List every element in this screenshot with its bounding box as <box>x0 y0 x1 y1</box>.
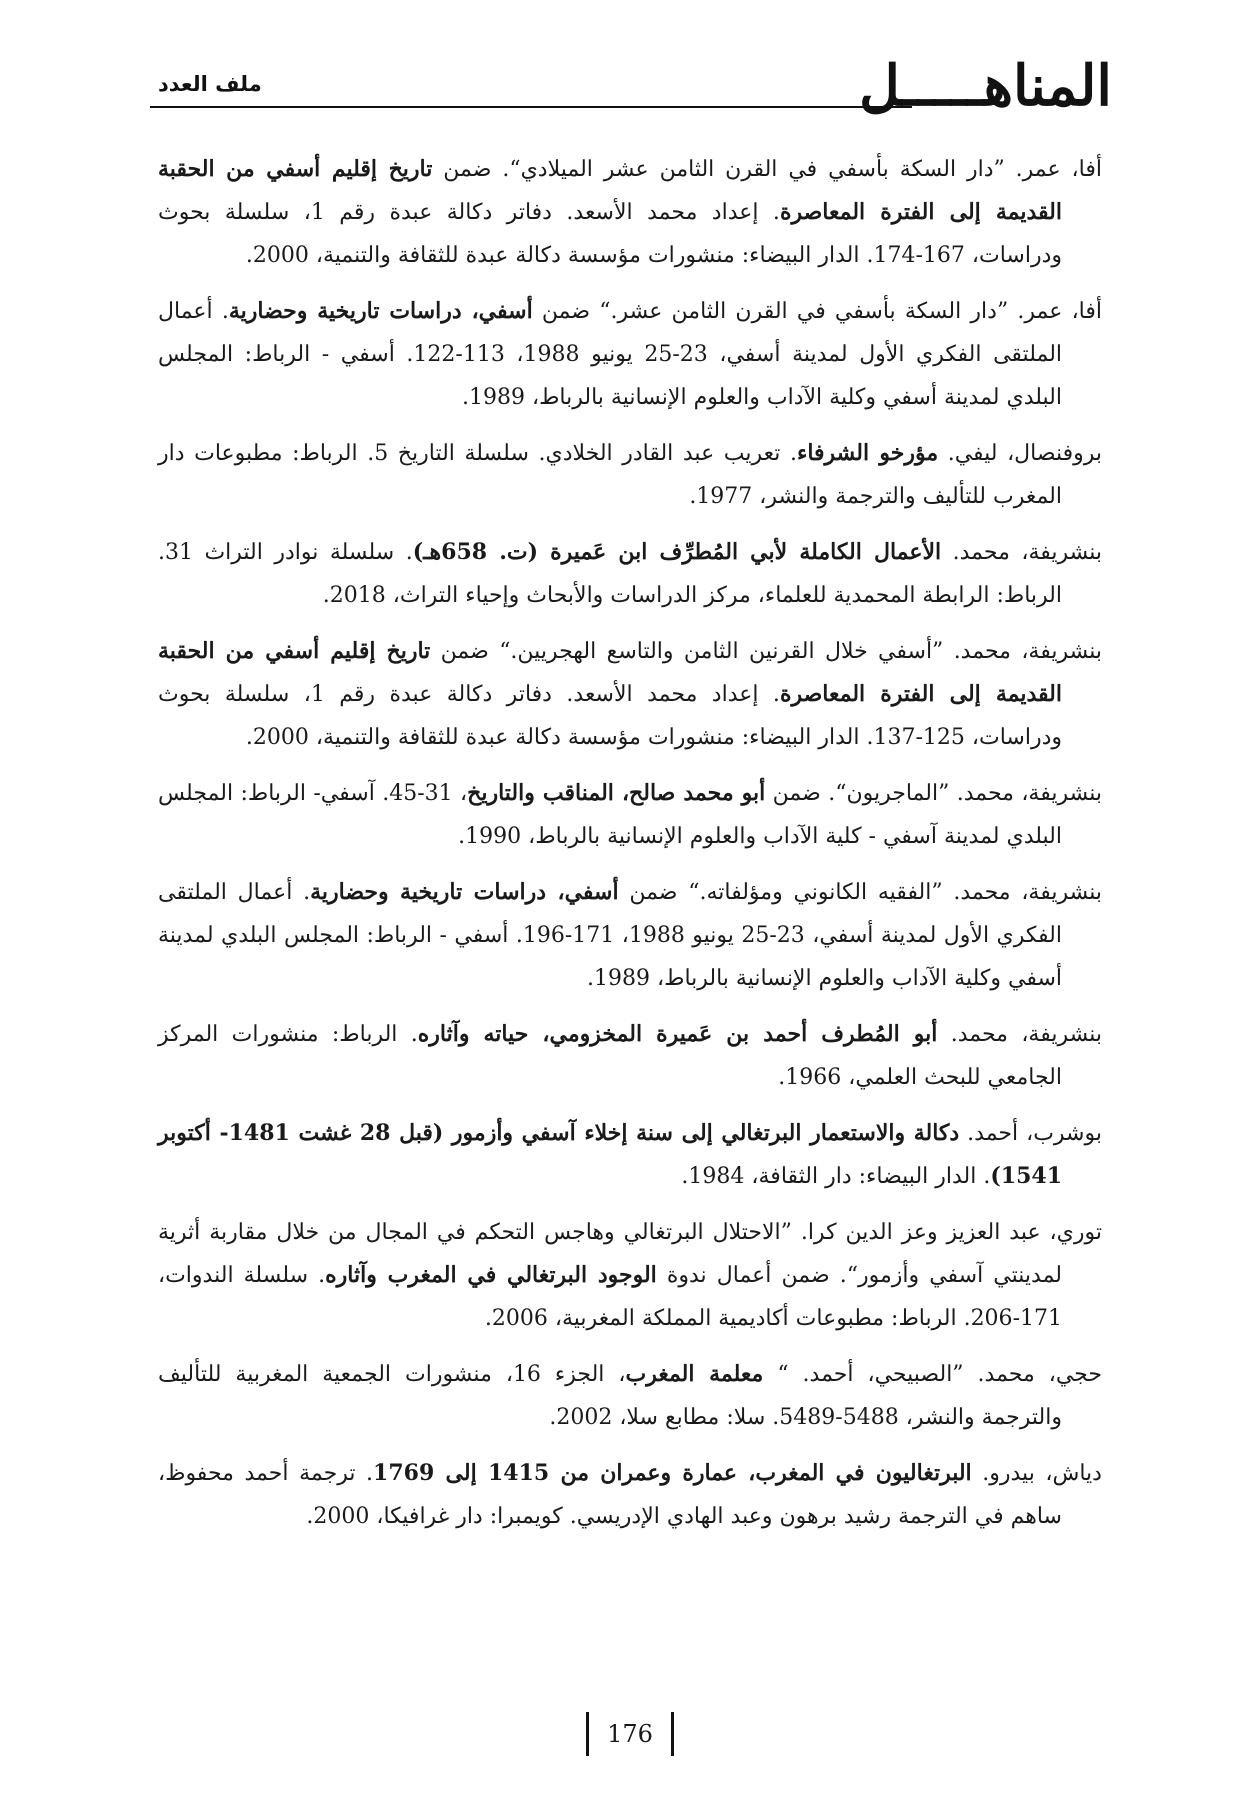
reference-text: . ترجمة أحمد محفوظ، ساهم في الترجمة رشيد برهون وعبد الهادي الإدريسي. كويمبرا: دار غرافيكا، 2000. <box>158 1461 1062 1529</box>
reference-text: بنشريفة، محمد. ”الفقيه الكانوني ومؤلفاته.“ ضمن <box>618 880 1103 905</box>
reference-entry <box>158 1452 1102 1538</box>
reference-title: تاريخ إقليم أسفي من الحقبة القديمة إلى الفترة المعاصرة <box>158 156 1062 225</box>
reference-text: أفا، عمر. ”دار السكة بأسفي في القرن الثامن عشر الميلادي“. ضمن <box>432 157 1102 182</box>
reference-text: توري، عبد العزيز وعز الدين كرا. ”الاحتلال البرتغالي وهاجس التحكم في المجال من خلال مقاربة أثرية لمدينتي آسفي وأزمور“. ضمن أعمال ندوة <box>158 1220 1102 1288</box>
reference-text: بنشريفة، محمد. ”أسفي خلال القرنين الثامن والتاسع الهجريين.“ ضمن <box>430 639 1102 664</box>
reference-title: معلمة المغرب <box>625 1361 764 1387</box>
reference-text: . تعريب عبد القادر الخلادي. سلسلة التاريخ 5. الرباط: مطبوعات دار المغرب للتأليف والترجمة والنشر، 1977. <box>158 441 1062 509</box>
reference-title: تاريخ إقليم أسفي من الحقبة القديمة إلى الفترة المعاصرة <box>158 638 1062 707</box>
reference-text: . أعمال الملتقى الفكري الأول لمدينة أسفي، 23-25 يونيو 1988، 171-196. أسفي - الرباط: المجلس البلدي لمدينة أسفي وكلية الآداب والعلوم الإنسانية بالرباط، 1989. <box>158 880 1062 991</box>
page-number-box <box>586 1712 674 1756</box>
reference-title: أبو المُطرف أحمد بن عَميرة المخزومي، حياته وآثاره <box>417 1021 938 1047</box>
references-list <box>158 148 1102 1551</box>
reference-title: أسفي، دراسات تاريخية وحضارية <box>310 879 619 905</box>
reference-title: أبو محمد صالح، المناقب والتاريخ <box>467 780 766 806</box>
reference-text: أفا، عمر. ”دار السكة بأسفي في القرن الثامن عشر.“ ضمن <box>532 299 1103 324</box>
reference-text: بنشريفة، محمد. ”الماجريون“. ضمن <box>765 781 1102 806</box>
page-footer <box>0 1712 1260 1756</box>
reference-entry <box>158 290 1102 419</box>
reference-entry <box>158 630 1102 759</box>
reference-entry <box>158 531 1102 617</box>
reference-text: بوشرب، أحمد. <box>959 1121 1102 1146</box>
reference-text: بروفنصال، ليفي. <box>938 441 1102 466</box>
reference-text: دياش، بيدرو. <box>971 1461 1102 1486</box>
reference-title: مؤرخو الشرفاء <box>796 440 939 466</box>
reference-text: . إعداد محمد الأسعد. دفاتر دكالة عبدة رقم 1، سلسلة بحوث ودراسات، 125-137. الدار البيضاء: منشورات مؤسسة دكالة عبدة للثقافة والتنمية، 2000. <box>158 682 1062 750</box>
reference-title: الوجود البرتغالي في المغرب وآثاره <box>325 1262 657 1288</box>
page-header <box>150 53 1112 119</box>
reference-entry <box>158 1013 1102 1099</box>
reference-text: بنشريفة، محمد. <box>941 540 1103 565</box>
reference-text: . سلسلة نوادر التراث 31. الرباط: الرابطة المحمدية للعلماء، مركز الدراسات والأبحاث وإحياء التراث، 2018. <box>158 540 1062 608</box>
reference-entry <box>158 1211 1102 1340</box>
reference-title: دكالة والاستعمار البرتغالي إلى سنة إخلاء آسفي وأزمور (قبل 28 غشت 1481- أكتوبر 1541) <box>158 1120 1062 1189</box>
reference-title: أسفي، دراسات تاريخية وحضارية <box>228 298 533 324</box>
section-title: ملف العدد <box>158 72 262 96</box>
reference-text: . الرباط: منشورات المركز الجامعي للبحث العلمي، 1966. <box>158 1022 1062 1090</box>
header-rule <box>150 106 912 108</box>
reference-entry <box>158 1353 1102 1439</box>
reference-entry <box>158 432 1102 518</box>
reference-entry <box>158 148 1102 277</box>
reference-text: . إعداد محمد الأسعد. دفاتر دكالة عبدة رقم 1، سلسلة بحوث ودراسات، 167-174. الدار البيضاء: منشورات مؤسسة دكالة عبدة للثقافة والتنمية، 2000. <box>158 200 1062 268</box>
reference-title: البرتغاليون في المغرب، عمارة وعمران من 1415 إلى 1769 <box>373 1460 972 1486</box>
reference-entry <box>158 1112 1102 1198</box>
reference-text: . أعمال الملتقى الفكري الأول لمدينة أسفي، 23-25 يونيو 1988، 113-122. أسفي - الرباط: المجلس البلدي لمدينة أسفي وكلية الآداب والعلوم الإنسانية بالرباط، 1989. <box>158 299 1063 410</box>
reference-text: ، 31-45. آسفي- الرباط: المجلس البلدي لمدينة آسفي - كلية الآداب والعلوم الإنسانية بالرباط، 1990. <box>158 781 1062 849</box>
reference-entry <box>158 871 1102 1000</box>
reference-text: حجي، محمد. ”الصبيحي، أحمد. “ <box>763 1362 1102 1387</box>
reference-text: . الدار البيضاء: دار الثقافة، 1984. <box>681 1164 991 1189</box>
reference-text: . سلسلة الندوات، 171-206. الرباط: مطبوعات أكاديمية المملكة المغربية، 2006. <box>158 1263 1062 1331</box>
reference-text: ، الجزء 16، منشورات الجمعية المغربية للتأليف والترجمة والنشر، 5488-5489. سلا: مطابع سلا، 2002. <box>158 1362 1062 1430</box>
reference-text: بنشريفة، محمد. <box>937 1022 1102 1047</box>
reference-title: الأعمال الكاملة لأبي المُطرِّف ابن عَميرة (ت. 658هـ) <box>412 539 942 565</box>
page-number: 176 <box>607 1720 653 1748</box>
journal-logo: المناهـــــل <box>859 53 1112 119</box>
reference-entry <box>158 772 1102 858</box>
